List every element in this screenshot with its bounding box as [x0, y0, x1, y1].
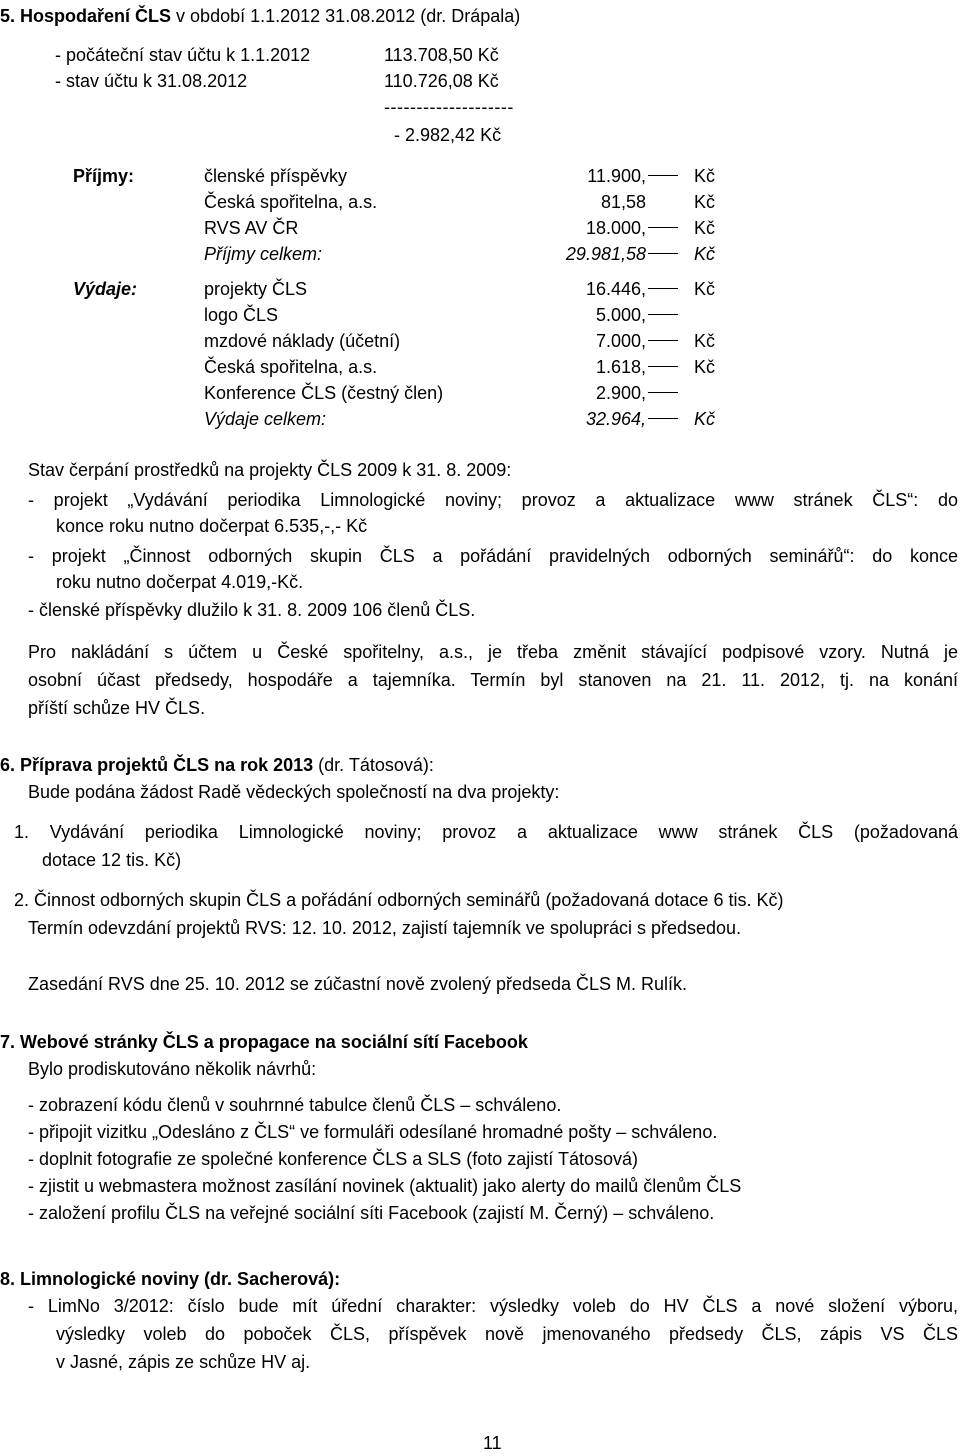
members-debt: - členské příspěvky dlužilo k 31. 8. 2009 106 členů ČLS. — [28, 600, 476, 620]
total-amount: 29.981,58 — [565, 244, 646, 264]
total-amount: 32.964, — [585, 409, 646, 429]
item-label: členské příspěvky — [204, 166, 348, 186]
item-amount: 16.446, — [585, 279, 646, 299]
section-6-intro: Bude podána žádost Radě vědeckých společností na dva projekty: — [28, 782, 560, 802]
currency: Kč — [694, 357, 716, 377]
bank-paragraph-line: Pro nakládání s účtem u České spořitelny, a.s., je třeba změnit stávající podpisové vzory. Nutná je — [28, 642, 958, 662]
balance-value: 110.726,08 Kč — [384, 71, 499, 91]
status-item-line: - projekt „Vydávání periodika Limnologické noviny; provoz a aktualizace www stránek ČLS“: do — [28, 490, 958, 510]
newsletter-line: výsledky voleb do poboček ČLS, příspěvek nově jmenovaného předsedy ČLS, zápis VS ČLS — [56, 1324, 958, 1344]
section-subtitle: v období 1.1.2012 31.08.2012 (dr. Drápala) — [171, 6, 521, 26]
item-label: Česká spořitelna, a.s. — [204, 357, 378, 377]
section-6-heading — [0, 752, 434, 778]
currency: Kč — [694, 192, 716, 212]
section-title: Příprava projektů ČLS na rok 2013 — [20, 755, 314, 775]
currency: Kč — [694, 409, 716, 429]
amount-dash — [648, 175, 678, 176]
section-number: 7. — [0, 1032, 16, 1052]
currency: Kč — [694, 279, 716, 299]
status-item-line: roku nutno dočerpat 4.019,-Kč. — [56, 572, 304, 592]
section-subtitle: (dr. Tátosová): — [313, 755, 434, 775]
status-title: Stav čerpání prostředků na projekty ČLS 2009 k 31. 8. 2009: — [28, 460, 512, 480]
amount-dash — [648, 392, 678, 393]
balance-value: 113.708,50 Kč — [384, 45, 499, 65]
balance-label: - stav účtu k 31.08.2012 — [55, 71, 248, 91]
status-item-line: - projekt „Činnost odborných skupin ČLS a pořádání pravidelných odborných seminářů“: do konce — [28, 546, 958, 566]
item-amount: 18.000, — [585, 218, 646, 238]
item-amount: 1.618, — [595, 357, 646, 377]
project-item: 1. Vydávání periodika Limnologické noviny; provoz a aktualizace www stránek ČLS (požadovaná — [14, 822, 958, 842]
item-label: Konference ČLS (čestný člen) — [204, 383, 444, 403]
expense-label: Výdaje: — [73, 279, 138, 299]
item-label: logo ČLS — [204, 305, 279, 325]
total-label: Příjmy celkem: — [204, 244, 323, 264]
proposal-item: - připojit vizitku „Odesláno z ČLS“ ve formuláři odesílané hromadné pošty – schváleno. — [28, 1122, 718, 1142]
dash-separator: -------------------- — [384, 97, 514, 117]
amount-dash — [648, 418, 678, 419]
meeting-text: Zasedání RVS dne 25. 10. 2012 se zúčastní nově zvolený předseda ČLS M. Rulík. — [28, 974, 688, 994]
item-label: projekty ČLS — [204, 279, 308, 299]
amount-dash — [648, 314, 678, 315]
page-number: 11 — [483, 1433, 502, 1453]
item-label: mzdové náklady (účetní) — [204, 331, 401, 351]
proposal-item: - doplnit fotografie ze společné konference ČLS a SLS (foto zajistí Tátosová) — [28, 1149, 639, 1169]
bank-paragraph-line: osobní účast předsedy, hospodáře a tajemníka. Termín byl stanoven na 21. 11. 2012, tj. na konání — [28, 670, 958, 690]
amount-dash — [648, 340, 678, 341]
section-number: 5. — [0, 6, 16, 26]
proposal-item: - zobrazení kódu členů v souhrnné tabulce členů ČLS – schváleno. — [28, 1095, 562, 1115]
balance-label: - počáteční stav účtu k 1.1.2012 — [55, 45, 311, 65]
currency: Kč — [694, 166, 716, 186]
item-label: RVS AV ČR — [204, 218, 299, 238]
proposal-item: - založení profilu ČLS na veřejné sociální síti Facebook (zajistí M. Černý) – schváleno. — [28, 1203, 715, 1223]
deadline-text: Termín odevzdání projektů RVS: 12. 10. 2012, zajistí tajemník ve spolupráci s předsedou. — [28, 918, 742, 938]
section-title: Webové stránky ČLS a propagace na sociální sítí Facebook — [20, 1032, 528, 1052]
section-number: 6. — [0, 755, 16, 775]
amount-dash — [648, 288, 678, 289]
amount-dash — [648, 227, 678, 228]
item-amount: 11.900, — [587, 166, 646, 186]
status-item-line: konce roku nutno dočerpat 6.535,-,- Kč — [56, 516, 368, 536]
amount-dash — [648, 253, 678, 254]
currency: Kč — [694, 244, 716, 264]
item-amount: 5.000, — [595, 305, 646, 325]
balance-difference: - 2.982,42 Kč — [394, 125, 502, 145]
newsletter-line: v Jasné, zápis ze schůze HV aj. — [56, 1352, 311, 1372]
section-7-heading — [0, 1029, 528, 1055]
currency: Kč — [694, 218, 716, 238]
newsletter-line: - LimNo 3/2012: číslo bude mít úřední charakter: výsledky voleb do HV ČLS a nové složení výboru, — [28, 1296, 958, 1316]
item-amount: 2.900, — [595, 383, 646, 403]
section-title: Hospodaření ČLS — [20, 6, 172, 26]
item-amount: 7.000, — [595, 331, 646, 351]
proposal-item: - zjistit u webmastera možnost zasílání novinek (aktualit) jako alerty do mailů členům ČLS — [28, 1176, 742, 1196]
bank-paragraph-line: příští schůze HV ČLS. — [28, 698, 206, 718]
item-label: Česká spořitelna, a.s. — [204, 192, 378, 212]
project-item: 2. Činnost odborných skupin ČLS a pořádání odborných seminářů (požadovaná dotace 6 tis. Kč) — [14, 890, 784, 910]
income-label: Příjmy: — [73, 166, 135, 186]
item-amount: 81,58 — [600, 192, 646, 212]
section-8-heading — [0, 1266, 340, 1292]
section-title: Limnologické noviny (dr. Sacherová): — [20, 1269, 341, 1289]
currency: Kč — [694, 331, 716, 351]
section-number: 8. — [0, 1269, 16, 1289]
section-5-heading — [0, 3, 520, 29]
total-label: Výdaje celkem: — [204, 409, 327, 429]
project-item-cont: dotace 12 tis. Kč) — [42, 850, 182, 870]
amount-dash — [648, 366, 678, 367]
section-7-intro: Bylo prodiskutováno několik návrhů: — [28, 1059, 317, 1079]
